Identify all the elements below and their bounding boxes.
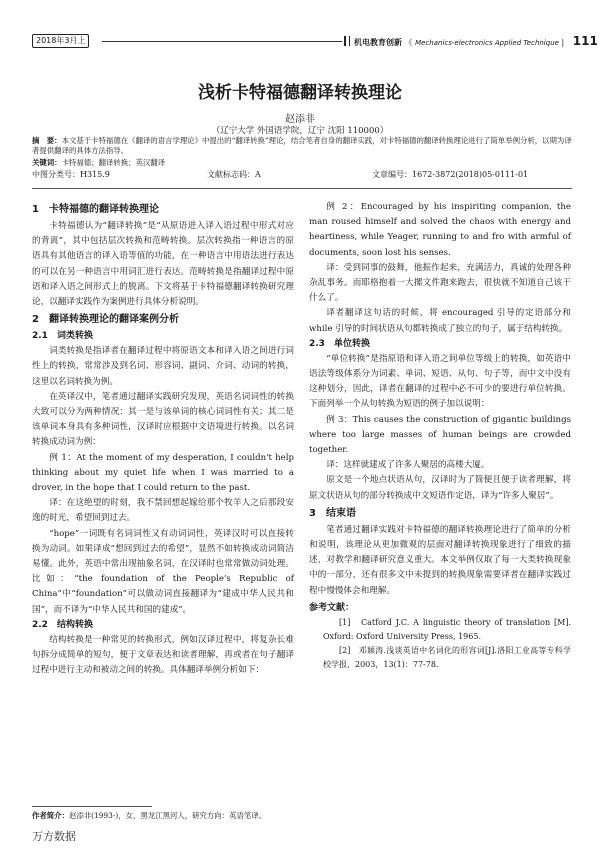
header-rule: [102, 41, 342, 42]
example-2-translation: 译：受到同事的鼓舞，他振作起来，充满活力，真诚的处理各种杂乱事务。而耶格抱着一大摞文件跑来跑去，很快就不知道自己该干什么了。: [309, 262, 571, 304]
author-affiliation: （辽宁大学 外国语学院，辽宁 沈阳 110000）: [211, 126, 389, 136]
section-3-paragraph: 笔者通过翻译实践对卡特福德的翻译转换理论进行了简单的分析和说明，该理论从更加微观的层面对翻译转换现象进行了细致的描述，对教学和翻译研究意义重大。本文举例仅取了每一大类转换现象中的一部分，还有很多文中未提到的转换现象需要译者在翻译实践过程中慢慢体会和理解。: [309, 524, 571, 596]
section-2-1-paragraph-1: 词类转换是指译者在翻译过程中将原语文本和译入语之间进行词性上的转换，常常涉及到名词、形容词、副词、介词、动词的转换，这里以名词转换为例。: [32, 346, 294, 387]
example-2: 例 2：Encouraged by his inspiriting companion, the man roused himself and solved the chaos with energy and heartiness, while Yeager, running to and fro with armful of documents, soon lost his senses.: [309, 202, 571, 258]
section-1-heading: 1 卡特福德的翻译转换理论: [32, 204, 159, 215]
footnote-label: 作者简介：: [32, 811, 69, 820]
reference-2: [2] 邓颖涛.浅谈英语中名词化的形容词[J].洛阳工业高等专科学校学报，2003，13(1)：77-78.: [323, 645, 571, 669]
abstract-label: 摘 要：: [32, 136, 62, 145]
running-header: [32, 34, 598, 50]
footnote-rule: [32, 806, 152, 807]
reference-1: [1] Catford J.C. A linguistic theory of translation [M]. Oxford: Oxford University Press, 1965.: [323, 617, 571, 641]
abstract: [32, 136, 572, 156]
example-3-translation: 译：这样就建成了许多人聚居的高楼大厦。: [326, 460, 490, 471]
journal-title: [354, 34, 598, 50]
section-2-3-heading: 2.3 单位转换: [309, 338, 370, 349]
section-2-2-paragraph: 结构转换是一种常见的转换形式，例如汉译过程中，将复杂长难句拆分成简单的短句，便于文章表达和读者理解，再或者在句子翻译过程中进行主动和被动之间的转换。具体翻译举例分析如下：: [32, 634, 294, 676]
left-column: [32, 200, 294, 678]
section-2-3-paragraph-1: “单位转换”是指原语和译入语之间单位等级上的转换，如英语中语法等级体系分为词素、单词、短语、从句、句子等，而中文中没有这种划分，因此，译者在翻译的过程中必不可少的要进行单位转换。下面列举一个从句转换为短语的例子加以说明：: [309, 353, 571, 410]
article-id: 文章编号：1672-3872(2018)05-0111-01: [372, 170, 529, 179]
author-name: 赵添非: [285, 114, 315, 125]
references-heading: 参考文献：: [309, 602, 355, 613]
author-footnote: [32, 811, 572, 821]
section-2-1-paragraph-3: “hope”一词既有名词词性又有动词词性，英译汉时可以直接转换为动词。如果译成“想回到过去的希望”，显然不如转换成动词简洁易懂。此外，英语中常出现抽象名词，在汉译时也常常做动词处理。比如：“the foundation of the People's Republic of China”中“foundation”可以做动词直接翻译为“建成中华人民共和国”，而不译为“中华人民共和国的建成”。: [32, 528, 294, 615]
article-title: 浅析卡特福德翻译转换理论: [198, 83, 402, 103]
journal-name-en: Mechanics-electronics Applied Technique: [415, 39, 559, 47]
right-column: [309, 200, 571, 672]
double-chevron-icon: 《: [404, 38, 413, 47]
abstract-text: 本文基于卡特福德在《翻译的语言学理论》中提出的“翻译转换”理论，结合笔者自身的翻译实践，对卡特福德的翻译转换理论进行了简单举例分析，以期为译者提供翻译的具体方法指导。: [32, 136, 572, 155]
section-2-1-heading: 2.1 词类转换: [32, 331, 93, 342]
example-1: 例 1：At the moment of my desperation, I couldn't help thinking about my quiet life when I was married to a drover, in the hope that I could return to the past.: [32, 452, 294, 494]
section-3-heading: 3 结束语: [309, 507, 356, 519]
abstract-rule: [32, 188, 572, 189]
clc-number: 中图分类号：H315.9: [32, 170, 110, 179]
example-2-comment: 译者翻译这句话的时候，将 encouraged 引导的定语部分和 while 引导的时间状语从句都转换成了独立的句子，属于结构转换。: [309, 308, 571, 334]
issue-date-badge: 2018年3月上: [32, 34, 89, 48]
keywords-text: 卡特福德；翻译转换；英汉翻译: [61, 158, 166, 167]
section-1-paragraph: 卡特福德认为“翻译转换”是“从原语进入译入语过程中形式对应的背离”，其中包括层次转换和范畴转换。层次转换指一种语言的原语具有其他语言的译入语等值的功能，在一种语言中用语法进行表达的可以在另一种语言中用词汇进行表达。范畴转换是指翻译过程中原语和译入语之间形式上的脱离。下文将基于卡特福德翻译转换研究理论，以翻译实践作为案例进行具体分析说明。: [32, 221, 294, 308]
section-2-heading: 2 翻译转换理论的翻译案例分析: [32, 314, 179, 326]
keywords: [32, 158, 572, 168]
header-bar-separator: |: [561, 38, 565, 47]
footnote-text: 赵添非(1993-)，女，黑龙江黑河人，研究方向：英语笔译。: [68, 811, 267, 820]
document-code: 文献标志码：A: [207, 170, 261, 179]
section-2-1-paragraph-2: 在英译汉中，笔者通过翻译实践研究发现，英语名词词性的转换大致可以分为两种情况：其一是与该单词的核心词词性有关；其二是该单词本身具有多种词性，汉译时应根据中文语境进行转换。以名词转换成动词为例：: [32, 391, 294, 448]
example-3: 例 3：This causes the construction of gigantic buildings where too large masses of human beings are crowded together.: [309, 414, 571, 456]
section-2-2-heading: 2.2 结构转换: [32, 619, 93, 630]
page-number: 111: [572, 34, 598, 48]
journal-name-cn: 机电教育创新: [354, 38, 402, 47]
example-1-translation: 译：在这绝望的时刻，我不禁回想起嫁给那个牧羊人之后那段安逸的时光，希望回到过去。: [32, 498, 294, 524]
keywords-label: 关键词：: [32, 158, 62, 167]
section-2-3-paragraph-2: 原文是一个地点状语从句，汉译时为了简便且便于读者理解，将原文状语从句的部分转换成中文短语作定语，译为“许多人聚居”。: [309, 475, 571, 501]
header-divider-bars: [344, 36, 350, 46]
watermark: 万方数据: [32, 830, 76, 843]
